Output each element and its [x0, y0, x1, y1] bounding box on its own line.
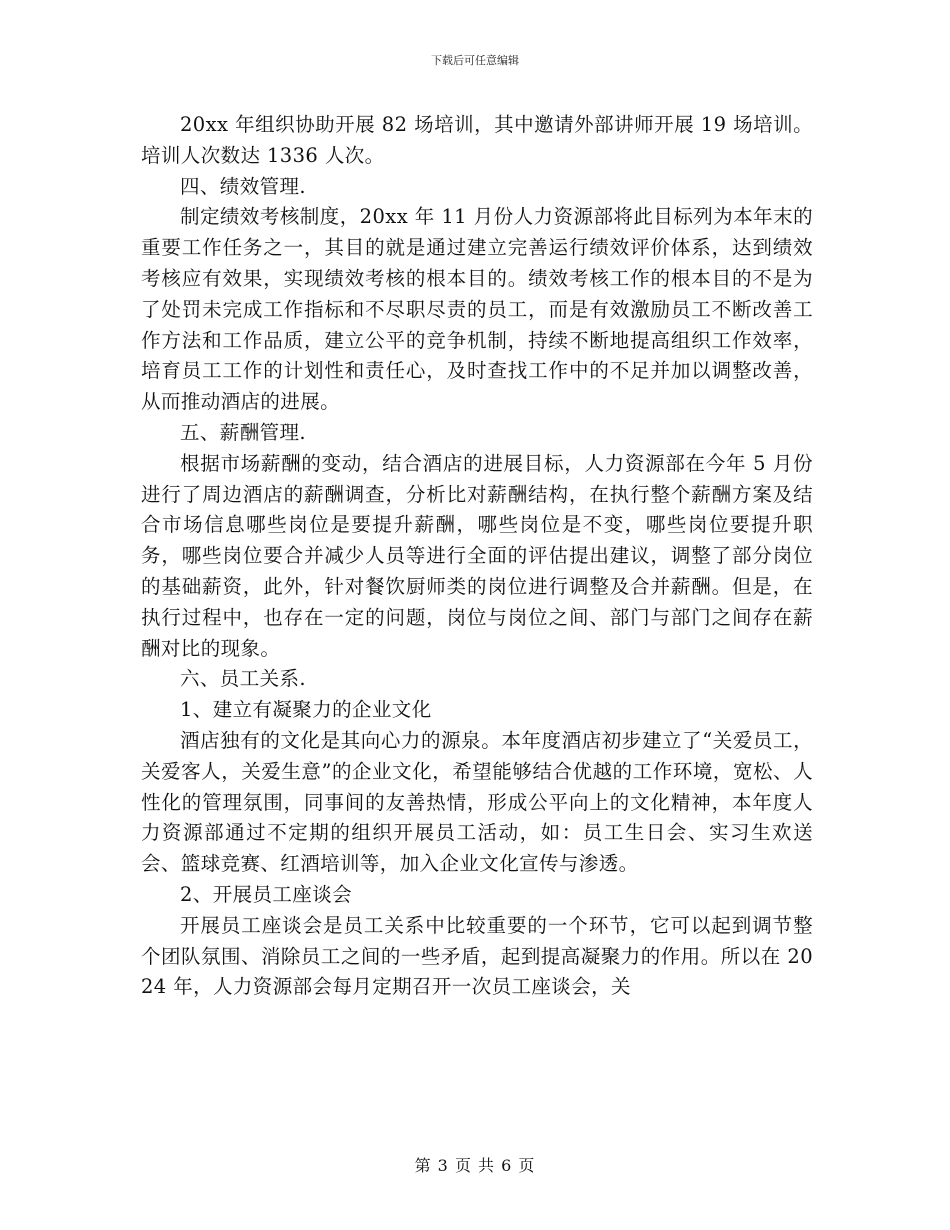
page-number-footer: 第 3 页 共 6 页: [414, 1156, 536, 1175]
paragraph-performance: 制定绩效考核制度，20xx 年 11 月份人力资源部将此目标列为本年末的重要工作任务之一，其目的就是通过建立完善运行绩效评价体系，达到绩效考核应有效果，实现绩效考核的根本目的。绩效考核工作的根本目的不是为了处罚未完成工作指标和不尽职尽责的员工，而是有效激励员工不断改善工作方法和工作品质，建立公平的竞争机制，持续不断地提高组织工作效率，培育员工工作的计划性和责任心，及时查找工作中的不足并加以调整改善，从而推动酒店的进展。: [141, 205, 813, 414]
document-body: [141, 110, 813, 1003]
section-heading-performance: 四、绩效管理.: [180, 174, 306, 198]
paragraph-employee-forum: 开展员工座谈会是员工关系中比较重要的一个环节，它可以起到调节整个团队氛围、消除员工之间的一些矛盾，起到提高凝聚力的作用。所以在 2024 年，人力资源部会每月定期召开一次员工座谈会，关: [141, 913, 813, 999]
paragraph-corporate-culture: 酒店独有的文化是其向心力的源泉。本年度酒店初步建立了“关爱员工，关爱客人，关爱生意”的企业文化，希望能够结合优越的工作环境，宽松、人性化的管理氛围，同事间的友善热情，形成公平向上的文化精神，本年度人力资源部通过不定期的组织开展员工活动，如：员工生日会、实习生欢送会、篮球竞赛、红酒培训等，加入企业文化宣传与渗透。: [141, 728, 813, 876]
subheading-employee-forum: 2、开展员工座谈会: [180, 882, 353, 906]
section-heading-compensation: 五、薪酬管理.: [180, 420, 306, 444]
paragraph-training-stats: 20xx 年组织协助开展 82 场培训，其中邀请外部讲师开展 19 场培训。培训人次数达 1336 人次。: [141, 113, 813, 167]
page-header-note: 下载后可任意编辑: [431, 54, 519, 67]
paragraph-compensation: 根据市场薪酬的变动，结合酒店的进展目标，人力资源部在今年 5 月份进行了周边酒店的薪酬调查，分析比对薪酬结构，在执行整个薪酬方案及结合市场信息哪些岗位是要提升薪酬，哪些岗位是不变，哪些岗位要提升职务，哪些岗位要合并减少人员等进行全面的评估提出建议，调整了部分岗位的基础薪资，此外，针对餐饮厨师类的岗位进行调整及合并薪酬。但是，在执行过程中，也存在一定的问题，岗位与岗位之间、部门与部门之间存在薪酬对比的现象。: [141, 451, 813, 660]
section-heading-employee-relations: 六、员工关系.: [180, 667, 306, 691]
subheading-corporate-culture: 1、建立有凝聚力的企业文化: [180, 698, 432, 722]
